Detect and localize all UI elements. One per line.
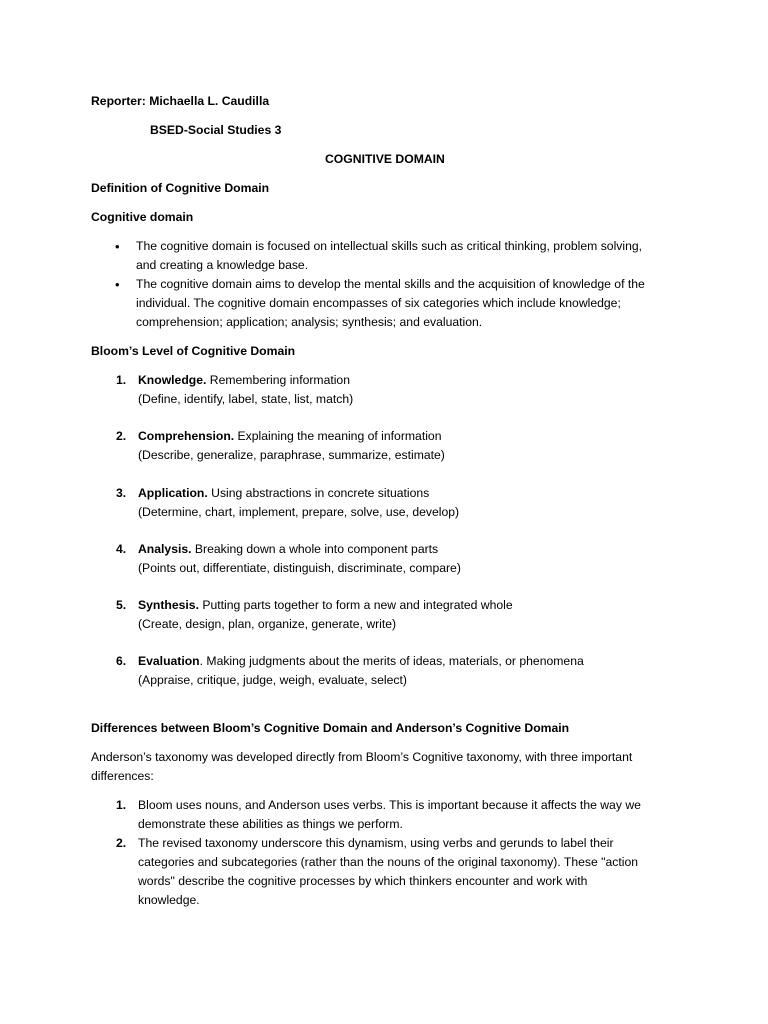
course-line: BSED-Social Studies 3	[150, 123, 282, 137]
level-number: 2.	[116, 429, 127, 443]
difference-line: categories and subcategories (rather than the nouns of the original taxonomy). These "action	[138, 855, 639, 869]
level-line	[138, 427, 441, 446]
differences-heading: Differences between Bloom’s Cognitive Domain and Anderson’s Cognitive Domain	[91, 721, 570, 735]
bullet-line: The cognitive domain is focused on intellectual skills such as critical thinking, problem solving,	[136, 239, 643, 253]
difference-line: words" describe the cognitive processes by which thinkers encounter and work with	[138, 874, 588, 888]
intro-line: Anderson’s taxonomy was developed directly from Bloom’s Cognitive taxonomy, with three important	[91, 750, 633, 764]
level-description: Remembering information	[206, 373, 350, 387]
level-term: Comprehension.	[138, 429, 235, 443]
difference-line: demonstrate these abilities as things we perform.	[138, 817, 403, 831]
level-line	[138, 540, 438, 559]
difference-line: The revised taxonomy underscore this dynamism, using verbs and gerunds to label their	[138, 836, 614, 850]
difference-number: 1.	[116, 798, 127, 812]
bullet-line: The cognitive domain aims to develop the mental skills and the acquisition of knowledge of the	[136, 277, 645, 291]
level-examples: (Define, identify, label, state, list, match)	[138, 392, 354, 406]
level-examples: (Determine, chart, implement, prepare, solve, use, develop)	[138, 505, 460, 519]
intro-line: differences:	[91, 769, 154, 783]
bullet-marker: •	[115, 239, 120, 254]
level-description: . Making judgments about the merits of ideas, materials, or phenomena	[199, 654, 584, 668]
level-description: Explaining the meaning of information	[234, 429, 442, 443]
cognitive-domain-subheading: Cognitive domain	[91, 210, 194, 224]
level-examples: (Appraise, critique, judge, weigh, evaluate, select)	[138, 673, 407, 687]
level-line	[138, 596, 513, 615]
bullet-line: individual. The cognitive domain encompasses of six categories which include knowledge;	[136, 296, 621, 310]
level-examples: (Describe, generalize, paraphrase, summarize, estimate)	[138, 448, 445, 462]
level-term: Knowledge.	[138, 373, 207, 387]
level-description: Putting parts together to form a new and integrated whole	[198, 598, 513, 612]
document-title: COGNITIVE DOMAIN	[325, 152, 445, 166]
level-term: Synthesis.	[138, 598, 199, 612]
level-line	[138, 371, 350, 390]
level-number: 6.	[116, 654, 127, 668]
level-term: Application.	[138, 486, 208, 500]
level-line	[138, 652, 584, 671]
level-number: 5.	[116, 598, 127, 612]
level-term: Evaluation	[138, 654, 200, 668]
level-line	[138, 484, 429, 503]
reporter-line: Reporter: Michaella L. Caudilla	[91, 94, 270, 108]
bullet-line: comprehension; application; analysis; synthesis; and evaluation.	[136, 315, 483, 329]
bullet-line: and creating a knowledge base.	[136, 258, 309, 272]
level-number: 1.	[116, 373, 127, 387]
level-number: 3.	[116, 486, 127, 500]
blooms-levels-heading: Bloom’s Level of Cognitive Domain	[91, 344, 296, 358]
bullet-marker: •	[115, 277, 120, 292]
level-description: Using abstractions in concrete situations	[207, 486, 430, 500]
difference-number: 2.	[116, 836, 127, 850]
difference-line: Bloom uses nouns, and Anderson uses verbs. This is important because it affects the way we	[138, 798, 641, 812]
difference-line: knowledge.	[138, 893, 200, 907]
level-description: Breaking down a whole into component parts	[191, 542, 439, 556]
level-number: 4.	[116, 542, 127, 556]
level-examples: (Create, design, plan, organize, generate, write)	[138, 617, 397, 631]
definition-heading: Definition of Cognitive Domain	[91, 181, 270, 195]
level-examples: (Points out, differentiate, distinguish, discriminate, compare)	[138, 561, 461, 575]
level-term: Analysis.	[138, 542, 192, 556]
